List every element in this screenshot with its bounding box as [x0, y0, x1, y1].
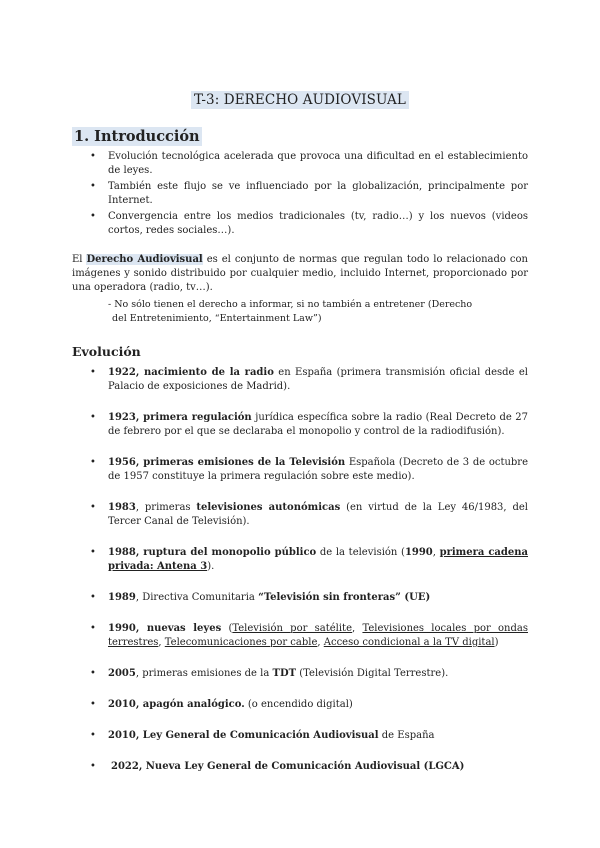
- item-text: Española (Decreto de 3 de octubre de 1957 constituye la primera regulación sobre este medio).: [108, 457, 529, 482]
- sub-note-line: - No sólo tienen el derecho a informar, si no también a entretener (Derecho: [108, 299, 473, 310]
- highlighted-term: Derecho Audiovisual: [86, 254, 203, 265]
- item-text: ,: [432, 547, 440, 558]
- item-text: (: [221, 623, 233, 634]
- item-underlined: Televisión por satélite: [232, 623, 352, 634]
- list-item: • Evolución tecnológica acelerada que provoca una dificultad en el establecimiento de leyes.: [72, 150, 528, 178]
- section-heading-introduccion: [72, 128, 202, 145]
- item-text: , primeras: [135, 502, 197, 513]
- item-bold: 1988, ruptura del monopolio público: [108, 547, 317, 558]
- list-item: [72, 760, 528, 774]
- item-text: (o encendido digital): [244, 699, 353, 710]
- item-bold: 2010, Ley General de Comunicación Audiovisual: [108, 730, 379, 741]
- item-bold: 1990, nuevas leyes: [108, 623, 222, 634]
- item-bold: 1983: [108, 502, 136, 513]
- list-item: • También este flujo se ve influenciado por la globalización, principalmente por Internet.: [72, 180, 528, 208]
- list-item: [72, 591, 528, 605]
- item-bold-underlined: primera cadena privada: Antena 3: [108, 547, 529, 572]
- list-item: [72, 667, 528, 681]
- sub-note: [108, 298, 508, 326]
- list-item: [72, 366, 528, 394]
- section-heading-introduccion-text: 1. Introducción: [74, 128, 200, 145]
- item-underlined: Telecomunicaciones por cable: [164, 637, 318, 648]
- section-heading-evolucion: Evolución: [72, 344, 141, 359]
- item-bold: “Televisión sin fronteras” (UE): [258, 592, 431, 603]
- item-bold: 1956, primeras emisiones de la Televisión: [108, 457, 346, 468]
- sub-note-line: del Entretenimiento, “Entertainment Law”): [112, 313, 322, 324]
- item-bold: televisiones autonómicas: [196, 502, 341, 513]
- item-text: ): [494, 637, 499, 648]
- item-bold: TDT: [272, 668, 297, 679]
- evolution-timeline-list: [72, 366, 528, 774]
- item-text: jurídica específica sobre la radio (Real Decreto de 27 de febrero por el que se declaraba el monopolio y control de la radiodifusión).: [108, 412, 528, 437]
- item-text: , Directiva Comunitaria: [135, 592, 259, 603]
- item-text: en España (primera transmisión oficial desde el Palacio de exposiciones de Madrid).: [108, 367, 528, 392]
- item-text: ).: [207, 561, 215, 572]
- item-text: , primeras emisiones de la: [135, 668, 273, 679]
- item-text: ,: [158, 637, 165, 648]
- item-text: (en virtud de la Ley 46/1983, del Tercer Canal de Televisión).: [108, 502, 528, 527]
- definition-lead: El: [72, 254, 87, 265]
- definition-body: es el conjunto de normas que regulan todo lo relacionado con imágenes y sonido distribuido por cualquier medio, incluido Internet, proporcionado por una operadora (radio, tv…).: [72, 254, 528, 293]
- item-bold: 1990: [404, 547, 433, 558]
- item-bold: 2022, Nueva Ley General de Comunicación Audiovisual (LGCA): [111, 761, 465, 772]
- item-text: ,: [352, 623, 363, 634]
- list-item: [72, 622, 528, 650]
- item-bold: 1989: [108, 592, 136, 603]
- item-bold: 2010, apagón analógico.: [108, 699, 245, 710]
- item-underlined: Acceso condicional a la TV digital: [323, 637, 495, 648]
- list-item: • Convergencia entre los medios tradicionales (tv, radio…) y los nuevos (videos cortos, redes sociales…).: [72, 210, 528, 238]
- document-title: [0, 92, 600, 108]
- list-item: [72, 456, 528, 484]
- list-item: [72, 729, 528, 743]
- document-title-text: T-3: DERECHO AUDIOVISUAL: [191, 91, 409, 109]
- item-underlined: Televisiones locales por ondas terrestres: [108, 623, 528, 648]
- list-item: [72, 411, 528, 439]
- list-item: [72, 501, 528, 529]
- intro-bullet-list: [72, 150, 528, 240]
- item-text: (Televisión Digital Terrestre).: [296, 668, 449, 679]
- list-item: [72, 546, 528, 574]
- item-bold: 1923, primera regulación: [108, 412, 252, 423]
- item-text: ,: [317, 637, 324, 648]
- definition-paragraph: [72, 253, 528, 295]
- item-text: de la televisión (: [316, 547, 405, 558]
- item-bold: 1922, nacimiento de la radio: [108, 367, 274, 378]
- item-bold: 2005: [108, 668, 136, 679]
- item-text: de España: [378, 730, 435, 741]
- list-item: [72, 698, 528, 712]
